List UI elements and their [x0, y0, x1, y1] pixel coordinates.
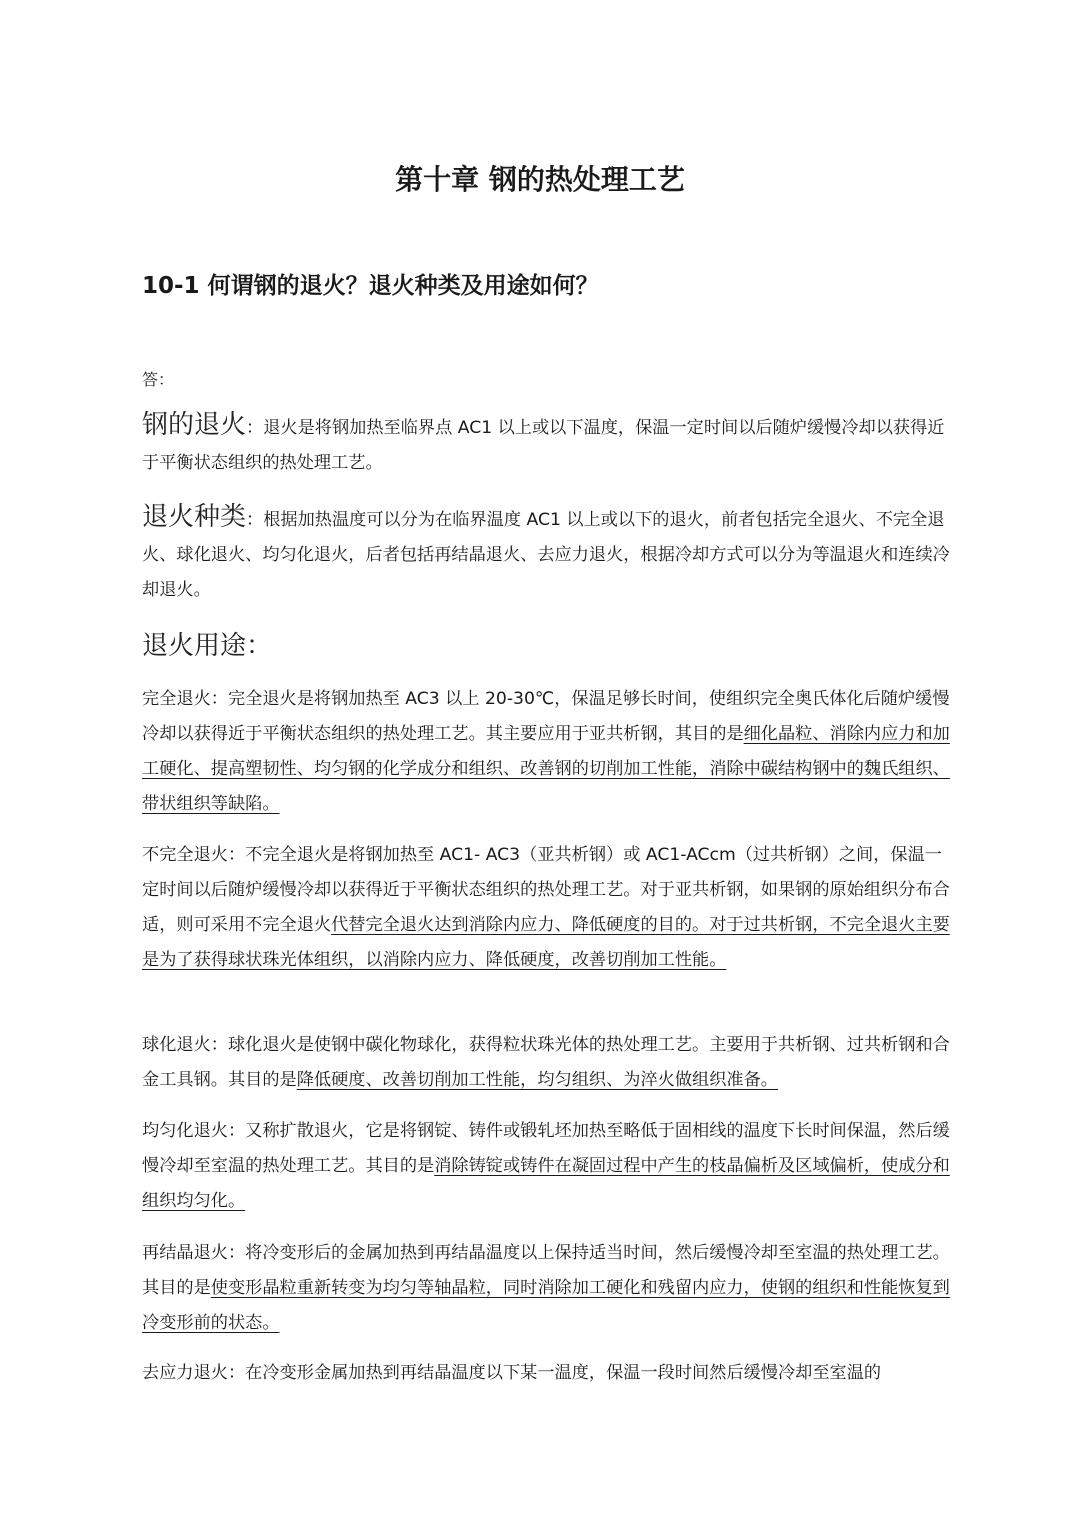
recrystallization-purpose: 使变形晶粒重新转变为均匀等轴晶粒，同时消除加工硬化和残留内应力，使钢的组织和性能恢复到冷变形前的状态。: [142, 1278, 950, 1333]
homogenizing-lead: 均匀化退火：又称扩散退火，它是将钢锭、铸件或锻轧坯加热至略低于固相线的温度下长时间保温，然后缓慢冷却至室温的热处理工艺。其目的是: [142, 1121, 950, 1176]
chapter-title: 第十章 钢的热处理工艺: [395, 163, 685, 196]
definition-colon: ：: [246, 418, 264, 438]
answer-label: 答：: [142, 370, 175, 389]
homogenizing-paragraph: [142, 1114, 958, 1219]
stress-relief-lead: 去应力退火：在冷变形金属加热到再结晶温度以下某一温度，保温一段时间然后缓慢冷却至室温的: [142, 1363, 882, 1383]
recrystallization-paragraph: [142, 1236, 958, 1341]
definition-text: 退火是将钢加热至临界点 AC1 以上或以下温度，保温一定时间以后随炉缓慢冷却以获得近于平衡状态组织的热处理工艺。: [142, 418, 945, 473]
full-annealing-purpose: 细化晶粒、消除内应力和加工硬化、提高塑韧性、均匀钢的化学成分和组织、改善钢的切削加工性能，消除中碳结构钢中的魏氏组织、带状组织等缺陷。: [142, 724, 950, 814]
definition-paragraph: [142, 408, 958, 481]
types-paragraph: [142, 500, 958, 608]
partial-annealing-lead: 不完全退火：不完全退火是将钢加热至 AC1- AC3（亚共析钢）或 AC1-ACcm（过共析钢）之间，保温一定时间以后随炉缓慢冷却以获得近于平衡状态组织的热处理工艺。对于亚共析钢，如果钢的原始组织分布合适，则可采用不完全退火: [142, 845, 950, 935]
uses-heading: 退火用途：: [142, 631, 273, 661]
spheroidizing-purpose: 降低硬度、改善切削加工性能，均匀组织、为淬火做组织准备。: [296, 1070, 778, 1090]
full-annealing-paragraph: [142, 682, 958, 822]
types-colon: ：: [246, 510, 264, 530]
types-text: 根据加热温度可以分为在临界温度 AC1 以上或以下的退火，前者包括完全退火、不完全退火、球化退火、均匀化退火，后者包括再结晶退火、去应力退火，根据冷却方式可以分为等温退火和连续冷却退火。: [142, 510, 950, 600]
full-annealing-lead: 完全退火：完全退火是将钢加热至 AC3 以上 20-30℃，保温足够长时间，使组织完全奥氏体化后随炉缓慢冷却以获得近于平衡状态组织的热处理工艺。其主要应用于亚共析钢，其目的是: [142, 689, 950, 744]
stress-relief-paragraph: [142, 1356, 958, 1391]
partial-annealing-purpose: 代替完全退火达到消除内应力、降低硬度的目的。对于过共析钢，不完全退火主要是为了获得球状珠光体组织，以消除内应力、降低硬度，改善切削加工性能。: [142, 915, 950, 970]
homogenizing-purpose: 消除铸锭或铸件在凝固过程中产生的枝晶偏析及区域偏析，使成分和组织均匀化。: [142, 1156, 950, 1211]
recrystallization-lead: 再结晶退火：将冷变形后的金属加热到再结晶温度以上保持适当时间，然后缓慢冷却至室温的热处理工艺。其目的是: [142, 1243, 950, 1298]
definition-term: 钢的退火: [142, 410, 247, 440]
partial-annealing-paragraph: [142, 838, 958, 978]
spheroidizing-lead: 球化退火：球化退火是使钢中碳化物球化，获得粒状珠光体的热处理工艺。主要用于共析钢、过共析钢和合金工具钢。其目的是: [142, 1035, 950, 1090]
question-title: 10-1 何谓钢的退火？退火种类及用途如何？: [142, 273, 599, 299]
types-term: 退火种类: [142, 502, 247, 532]
spheroidizing-paragraph: [142, 1028, 958, 1098]
